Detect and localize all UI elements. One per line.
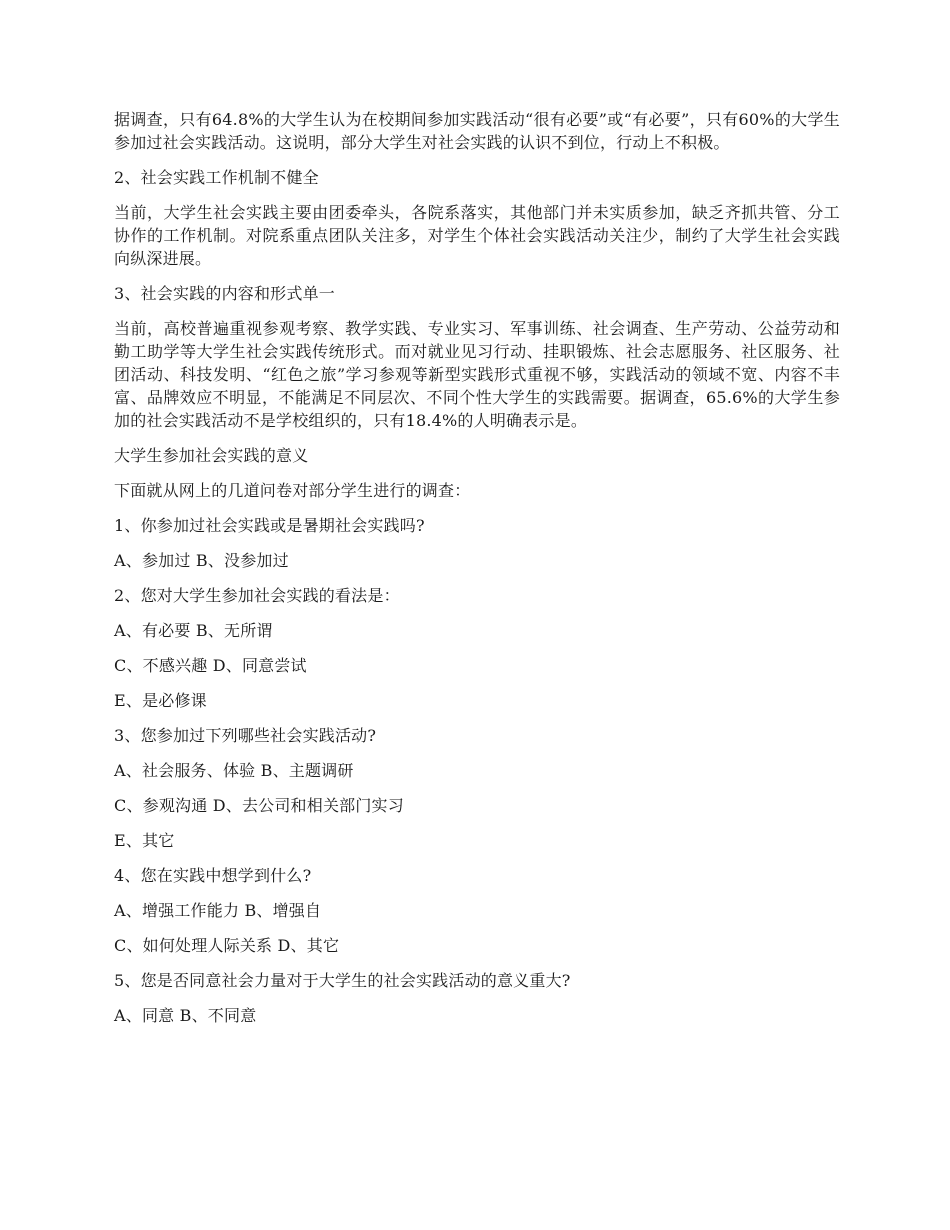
question-3-options-ab: A、社会服务、体验 B、主题调研	[114, 761, 354, 780]
question-4-options-cd: C、如何处理人际关系 D、其它	[114, 936, 340, 955]
survey-intro: 下面就从网上的几道问卷对部分学生进行的调查：	[114, 481, 471, 500]
question-2-options-e: E、是必修课	[114, 691, 207, 710]
question-2-options-ab: A、有必要 B、无所谓	[114, 621, 273, 640]
question-3: 3、您参加过下列哪些社会实践活动?	[114, 726, 377, 745]
section-heading-mechanism: 2、社会实践工作机制不健全	[114, 168, 319, 187]
paragraph-survey-result: 据调查，只有64.8%的大学生认为在校期间参加实践活动“很有必要”或“有必要”，只有60%的大学生参加过社会实践活动。这说明，部分大学生对社会实践的认识不到位，行动上不积极。	[114, 110, 840, 152]
question-5: 5、您是否同意社会力量对于大学生的社会实践活动的意义重大?	[114, 971, 571, 990]
question-3-options-e: E、其它	[114, 831, 175, 850]
paragraph-content-form: 当前，高校普遍重视参观考察、教学实践、专业实习、军事训练、社会调查、生产劳动、公益劳动和勤工助学等大学生社会实践传统形式。而对就业见习行动、挂职锻炼、社会志愿服务、社区服务、社团活动、科技发明、“红色之旅”学习参观等新型实践形式重视不够，实践活动的领域不宽、内容不丰富、品牌效应不明显，不能满足不同层次、不同个性大学生的实践需要。据调查，65.6%的大学生参加的社会实践活动不是学校组织的，只有18.4%的人明确表示是。	[114, 319, 840, 430]
question-4: 4、您在实践中想学到什么?	[114, 866, 312, 885]
question-1: 1、你参加过社会实践或是暑期社会实践吗?	[114, 516, 425, 535]
section-heading-content-form: 3、社会实践的内容和形式单一	[114, 284, 335, 303]
question-5-options: A、同意 B、不同意	[114, 1006, 257, 1025]
question-2: 2、您对大学生参加社会实践的看法是：	[114, 586, 400, 605]
document-body	[114, 108, 840, 1039]
question-2-options-cd: C、不感兴趣 D、同意尝试	[114, 656, 307, 675]
question-1-options: A、参加过 B、没参加过	[114, 551, 289, 570]
section-heading-significance: 大学生参加社会实践的意义	[114, 446, 309, 465]
question-3-options-cd: C、参观沟通 D、去公司和相关部门实习	[114, 796, 404, 815]
paragraph-mechanism: 当前，大学生社会实践主要由团委牵头，各院系落实，其他部门并未实质参加，缺乏齐抓共管、分工协作的工作机制。对院系重点团队关注多，对学生个体社会实践活动关注少，制约了大学生社会实践向纵深进展。	[114, 203, 840, 268]
question-4-options-ab: A、增强工作能力 B、增强自	[114, 901, 322, 920]
